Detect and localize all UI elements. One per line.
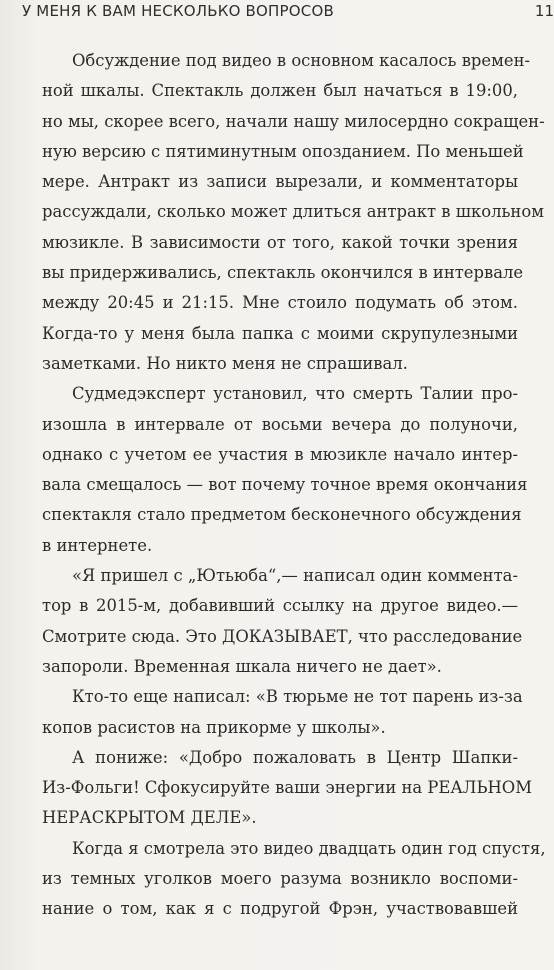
text-line: копов расистов на прикорме у школы». bbox=[42, 717, 386, 737]
text-line: Смотрите сюда. Это ДОКАЗЫВАЕТ, что расследование bbox=[42, 626, 523, 646]
body-text bbox=[42, 46, 546, 925]
text-line: из темных уголков моего разума возникло воспоми- bbox=[42, 869, 518, 889]
text-line: заметками. Но никто меня не спрашивал. bbox=[42, 353, 408, 373]
text-line: Кто-то еще написал: «В тюрьме не тот парень из-за bbox=[72, 687, 523, 707]
text-line: мере. Антракт из записи вырезали, и комментаторы bbox=[42, 172, 518, 192]
text-line: НЕРАСКРЫТОМ ДЕЛЕ». bbox=[42, 808, 257, 828]
text-line: А пониже: «Добро пожаловать в Центр Шапки- bbox=[72, 747, 518, 767]
text-line: в интернете. bbox=[42, 535, 153, 555]
text-line: ную версию с пятиминутным опозданием. По меньшей bbox=[42, 141, 524, 161]
text-line: изошла в интервале от восьми вечера до полуночи, bbox=[42, 414, 518, 434]
text-line: «Я пришел с „Ютьюба“,— написал один коммента- bbox=[72, 566, 518, 586]
text-line: мюзикле. В зависимости от того, какой точки зрения bbox=[42, 232, 518, 252]
text-line: вы придерживались, спектакль окончился в интервале bbox=[42, 263, 524, 283]
text-line: тор в 2015-м, добавивший ссылку на другое видео.— bbox=[42, 596, 518, 616]
text-line: рассуждали, сколько может длиться антракт в школьном bbox=[42, 202, 544, 222]
text-line: ной шкалы. Спектакль должен был начаться в 19:00, bbox=[42, 81, 518, 101]
text-line: Когда-то у меня была папка с моими скрупулезными bbox=[42, 323, 518, 343]
text-line: нание о том, как я с подругой Фрэн, участвовавшей bbox=[42, 899, 518, 919]
text-line: однако с учетом ее участия в мюзикле начало интер- bbox=[42, 444, 518, 464]
text-line: но мы, скорее всего, начали нашу милосердно сокращен- bbox=[42, 111, 545, 131]
text-line: Из-Фольги! Сфокусируйте ваши энергии на РЕАЛЬНОМ bbox=[42, 778, 533, 798]
text-line: Когда я смотрела это видео двадцать один год спустя, bbox=[72, 838, 546, 858]
text-line: вала смещалось — вот почему точное время окончания bbox=[42, 475, 528, 495]
text-line: между 20:45 и 21:15. Мне стоило подумать об этом. bbox=[42, 293, 518, 313]
text-line: Обсуждение под видео в основном касалось времен- bbox=[72, 51, 531, 70]
text-line: спектакля стало предметом бесконечного обсуждения bbox=[42, 505, 522, 525]
running-head: У МЕНЯ К ВАМ НЕСКОЛЬКО ВОПРОСОВ bbox=[22, 2, 334, 20]
text-line: Судмедэксперт установил, что смерть Талии про- bbox=[72, 384, 518, 404]
page-number: 11 bbox=[534, 2, 554, 20]
text-line: запороли. Временная шкала ничего не дает». bbox=[42, 656, 442, 676]
